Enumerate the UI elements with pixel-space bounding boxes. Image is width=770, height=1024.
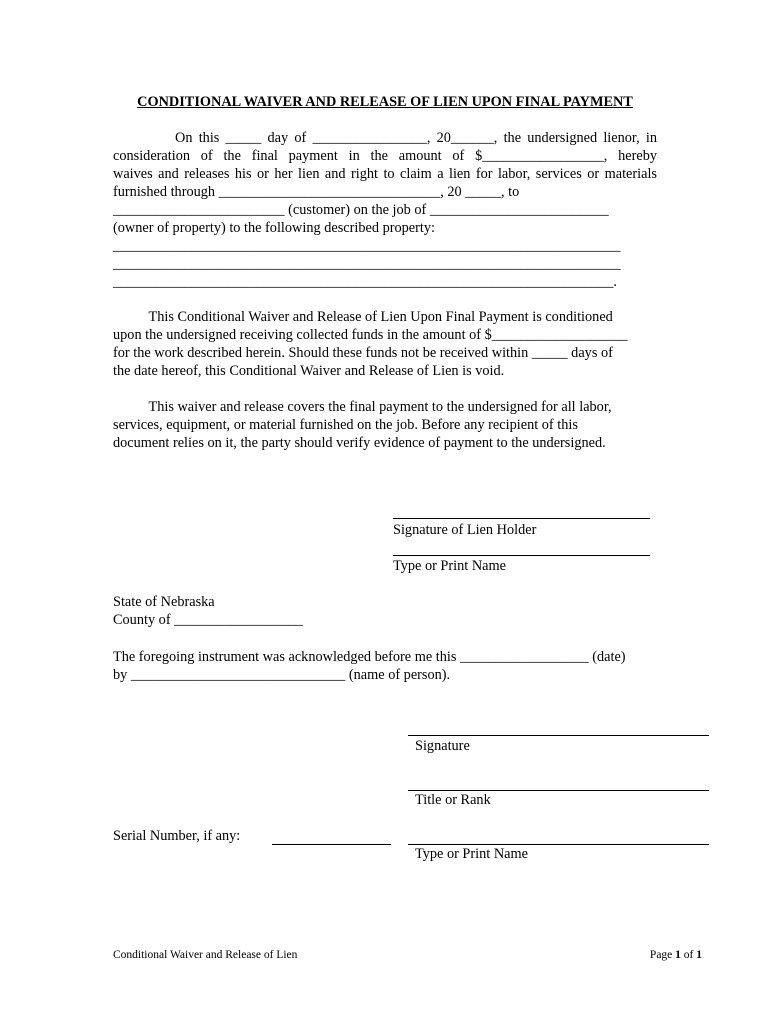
serial-number-line[interactable]	[272, 844, 391, 845]
paragraph-line: On this _____ day of ________________, 20______, the undersigned lienor, in	[113, 130, 657, 146]
lienholder-name-label: Type or Print Name	[393, 558, 506, 574]
lienholder-signature-label: Signature of Lien Holder	[393, 522, 537, 538]
footer-title: Conditional Waiver and Release of Lien	[113, 949, 298, 961]
venue-county: County of __________________	[113, 612, 303, 628]
paragraph-line: document relies on it, the party should verify evidence of payment to the undersigned.	[113, 435, 606, 451]
notary-signature-line[interactable]	[408, 735, 709, 736]
page-current: 1	[675, 949, 681, 961]
waiver-paragraph	[113, 129, 657, 291]
page-total: 1	[696, 949, 702, 961]
paragraph-line: ________________________ (customer) on the job of _________________________	[113, 202, 609, 218]
property-blank-line: ______________________________________________________________________.	[113, 274, 617, 290]
paragraph-line: the date hereof, this Conditional Waiver and Release of Lien is void.	[113, 363, 505, 379]
page-prefix: Page	[649, 949, 676, 961]
venue-state: State of Nebraska	[113, 594, 215, 610]
paragraph-line: furnished through _______________________________, 20 _____, to	[113, 184, 520, 200]
paragraph-line: (owner of property) to the following described property:	[113, 220, 435, 236]
paragraph-line: This Conditional Waiver and Release of Lien Upon Final Payment is conditioned	[113, 309, 613, 325]
notary-title-line[interactable]	[408, 790, 709, 791]
notary-name-line[interactable]	[408, 844, 709, 845]
property-blank-line: _______________________________________________________________________	[113, 238, 621, 254]
lienholder-signature-line[interactable]	[393, 518, 650, 519]
document-title: CONDITIONAL WAIVER AND RELEASE OF LIEN UPON FINAL PAYMENT	[137, 94, 633, 110]
paragraph-line: by ______________________________ (name of person).	[113, 667, 451, 683]
notary-signature-label: Signature	[415, 738, 470, 754]
paragraph-line: upon the undersigned receiving collected funds in the amount of $___________________	[113, 327, 628, 343]
page-of: of	[680, 949, 697, 961]
paragraph-line: for the work described herein. Should these funds not be received within _____ days of	[113, 345, 613, 361]
serial-number-label: Serial Number, if any:	[113, 828, 241, 844]
page-number	[650, 949, 702, 961]
paragraph-line: This waiver and release covers the final payment to the undersigned for all labor,	[113, 399, 612, 415]
paragraph-line: The foregoing instrument was acknowledged before me this __________________ (date)	[113, 649, 626, 665]
paragraph-line: consideration of the final payment in the amount of $_________________, hereby	[113, 148, 657, 164]
property-blank-line: _______________________________________________________________________	[113, 256, 621, 272]
paragraph-line: waives and releases his or her lien and right to claim a lien for labor, services or materials	[113, 166, 657, 182]
acknowledgment-paragraph	[113, 648, 657, 684]
lienholder-name-line[interactable]	[393, 555, 650, 556]
coverage-paragraph	[113, 398, 657, 452]
notary-title-label: Title or Rank	[415, 792, 491, 808]
notary-name-label: Type or Print Name	[415, 846, 528, 862]
condition-paragraph	[113, 308, 657, 380]
paragraph-line: services, equipment, or material furnished on the job. Before any recipient of this	[113, 417, 578, 433]
